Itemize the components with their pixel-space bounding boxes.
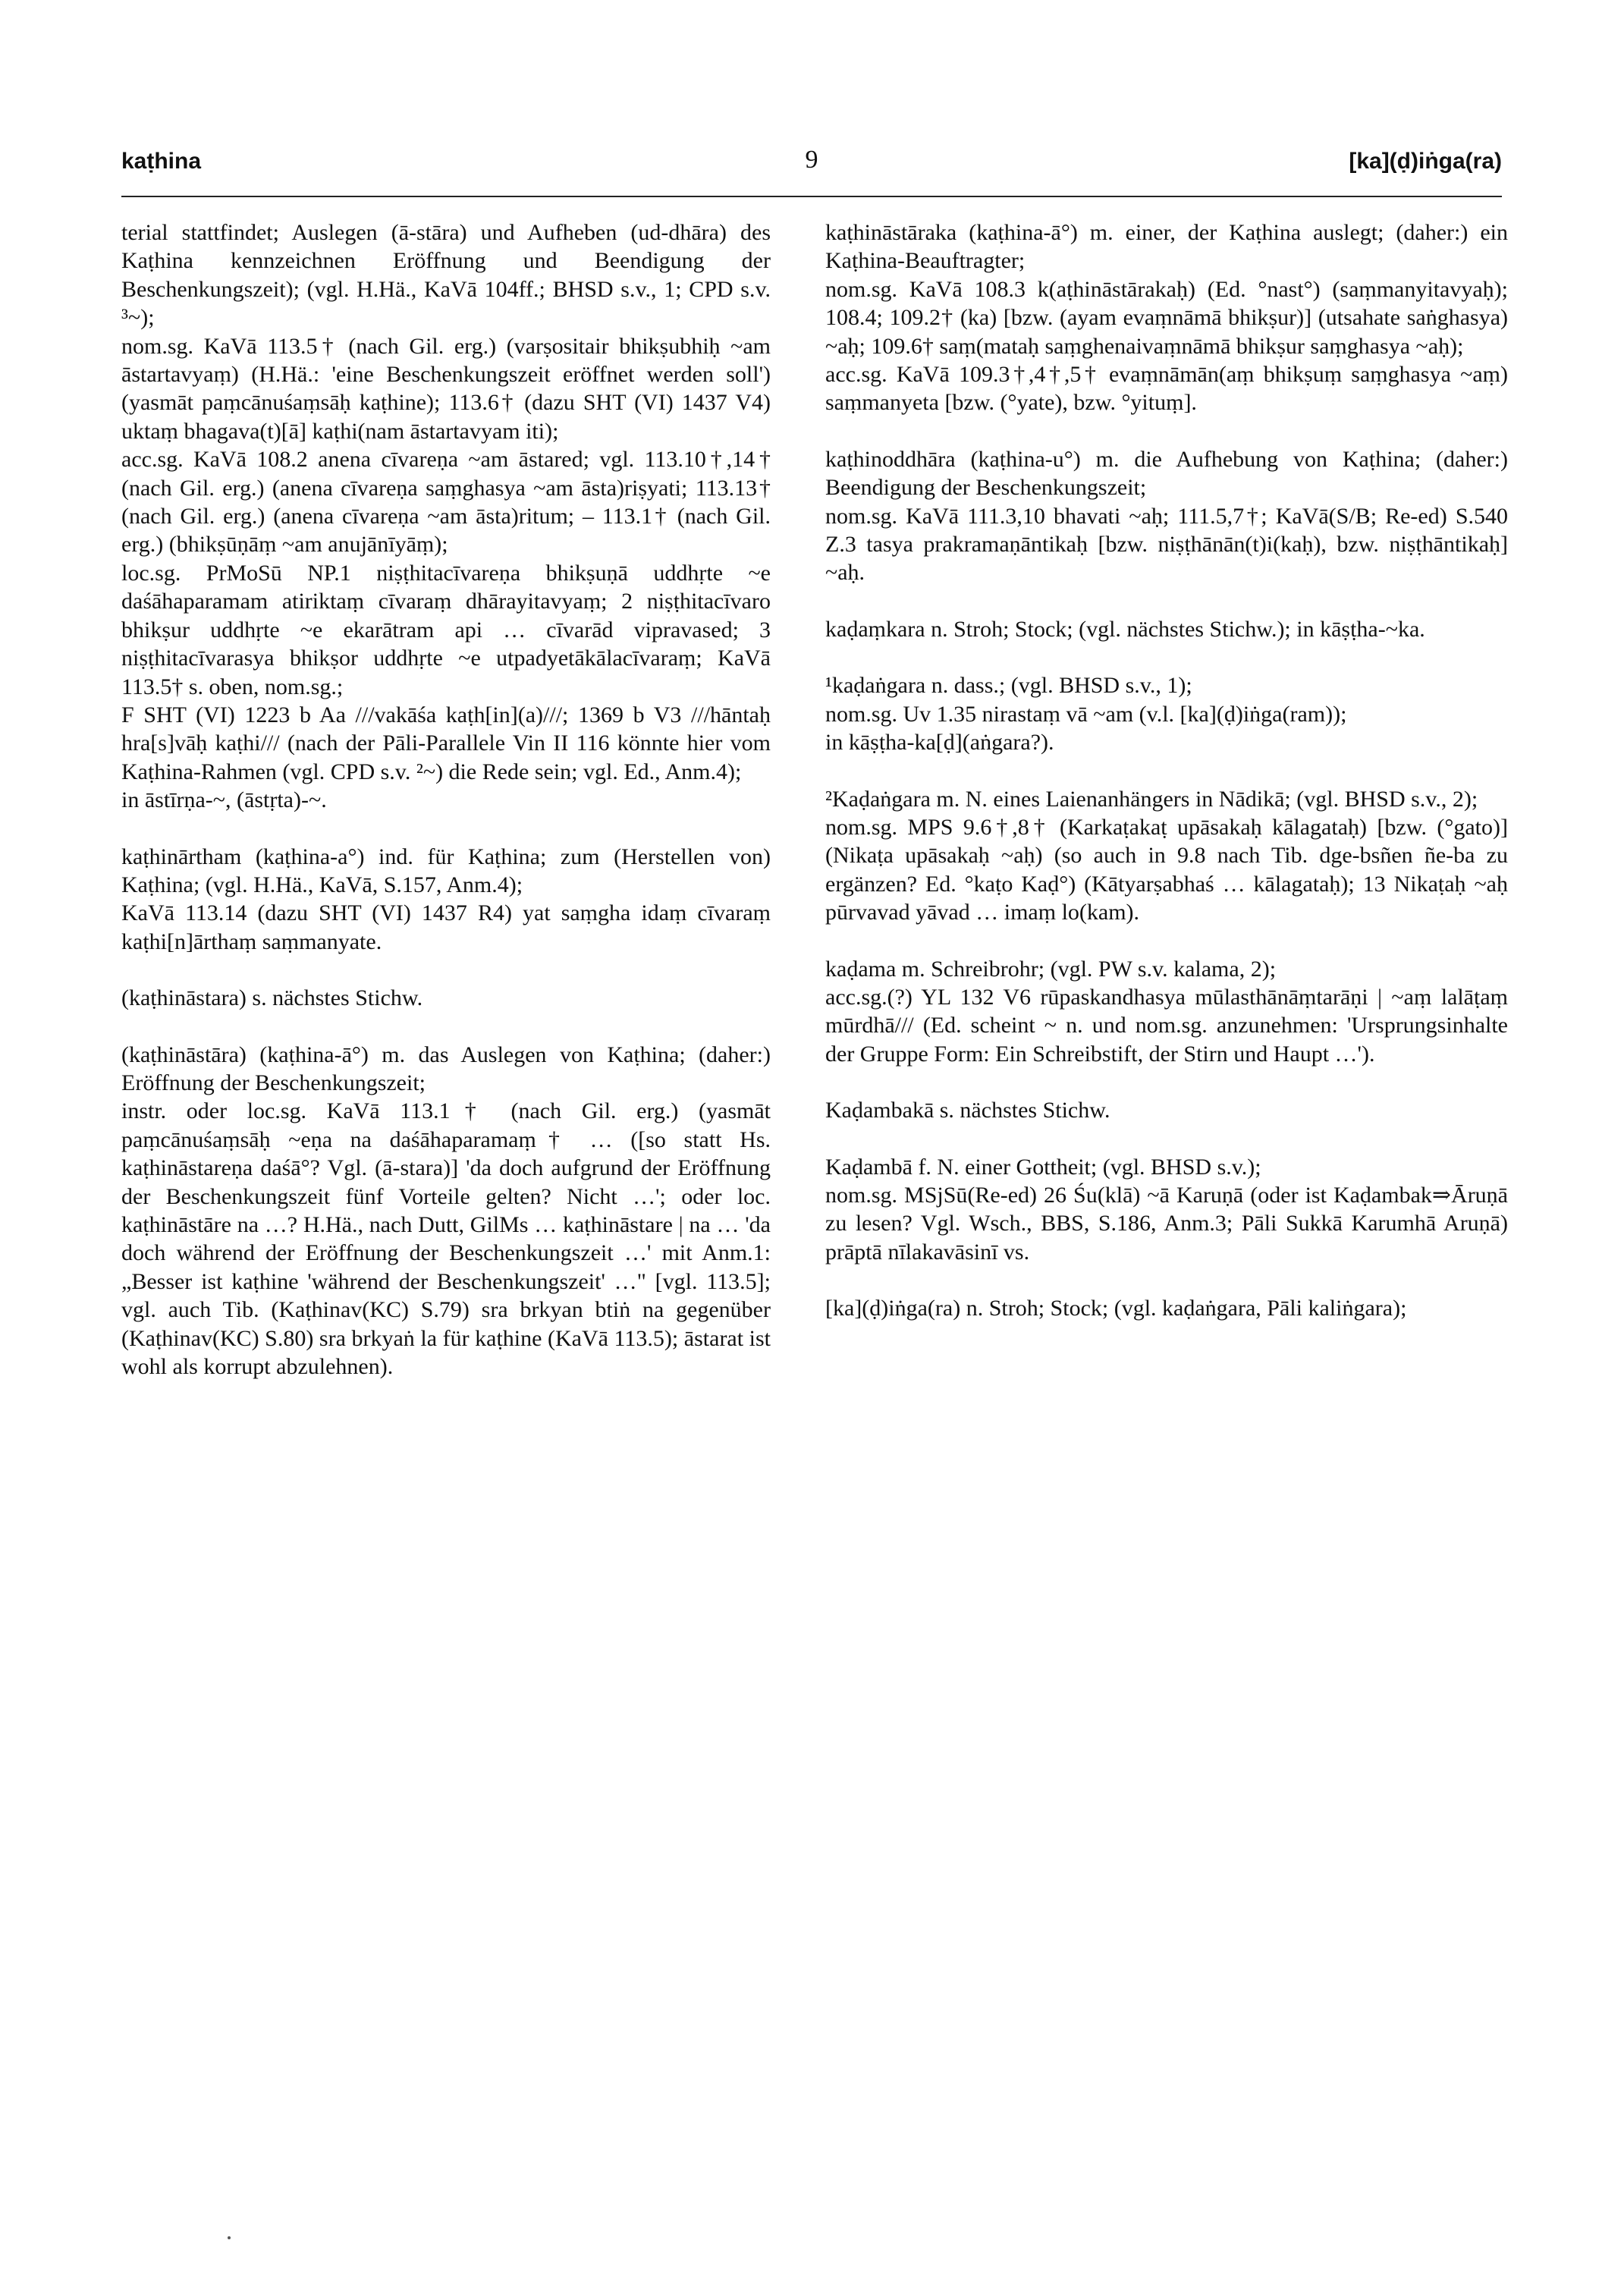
entry-kadingara: [ka](ḍ)iṅga(ra) n. Stroh; Stock; (vgl. kaḍaṅgara, Pāli kaliṅgara); <box>825 1296 1407 1321</box>
entry-kadama-acc: acc.sg.(?) YL 132 V6 rūpaskandhasya mūlasthānāṃtarāṇi | ~aṃ lalāṭaṃ mūrdhā/// (Ed. scheint ~ n. und nom.sg. anzunehmen: 'Ursprungsinhalte der Gruppe Form: Ein Schreibstift, der Stirn und Haupt …'). <box>825 984 1508 1067</box>
entry-kadamba: Kaḍambā f. N. einer Gottheit; (vgl. BHSD s.v.); <box>825 1154 1261 1180</box>
entry-kadama: kaḍama m. Schreibrohr; (vgl. PW s.v. kalama, 2); <box>825 956 1277 982</box>
entry-kadangara-1-in: in kāṣṭha-ka[ḍ](aṅgara?). <box>825 730 1054 756</box>
entry-kadangara-1: ¹kaḍaṅgara n. dass.; (vgl. BHSD s.v., 1); <box>825 673 1192 699</box>
entry-sense-loc-sg: loc.sg. PrMoSū NP.1 niṣṭhitacīvareṇa bhikṣuṇā uddhṛte ~e daśāhaparamam atiriktaṃ cīvaraṃ dhārayitavyaṃ; 2 niṣṭhitacīvaro bhikṣur uddhṛte ~e ekarātram api … cīvarād vipravased; 3 niṣṭhitacīvarasya bhikṣor uddhṛte ~e utpadyetākālacīvaraṃ; KaVā 113.5† s. oben, nom.sg.; <box>121 560 771 699</box>
entry-kadangara-2: ²Kaḍaṅgara m. N. eines Laienanhängers in Nādikā; (vgl. BHSD s.v., 2); <box>825 786 1478 812</box>
entry-kathinastara-instr: instr. oder loc.sg. KaVā 113.1† (nach Gil. erg.) (yasmāt paṃcānuśaṃsāḥ ~eṇa na daśāhaparamaṃ† … ([so statt Hs. kaṭhināstareṇa daśā°? Vgl. (ā-stara)] 'da doch aufgrund der Eröffnung der Beschenkungszeit fünf Vorteile gelten? Nicht …'; oder loc. kaṭhināstāre na …? H.Hä., nach Dutt, GilMs … kaṭhināstare | na … 'da doch während der Eröffnung der Beschenkungszeit …' mit Anm.1: „Besser ist kaṭhine 'während der Beschenkungszeit' …" [vgl. 113.5]; vgl. auch Tib. (Kaṭhinav(KC) S.79) sra brkyan btiṅ na gegenüber (Kaṭhinav(KC) S.80) sra brkyaṅ la für kaṭhine (KaVā 113.5); āstarat ist wohl als korrupt abzulehnen). <box>121 1098 771 1380</box>
entry-kadamkara: kaḍaṃkara n. Stroh; Stock; (vgl. nächstes Stichw.); in kāṣṭha-~ka. <box>825 616 1425 642</box>
page-header <box>121 146 1502 202</box>
entry-kadangara-1-nom: nom.sg. Uv 1.35 nirastaṃ vā ~am (v.l. [ka](ḍ)iṅga(ram)); <box>825 701 1347 727</box>
scan-speck <box>228 2236 231 2239</box>
entry-kathinastara-long: (kaṭhināstāra) (kaṭhina-ā°) m. das Auslegen von Kaṭhina; (daher:) Eröffnung der Beschenkungszeit; <box>121 1042 771 1095</box>
entry-kathinastara: (kaṭhināstara) s. nächstes Stichw. <box>121 985 423 1011</box>
entry-kathinastaraka: kaṭhināstāraka (kaṭhina-ā°) m. einer, der Kaṭhina auslegt; (daher:) ein Kaṭhina-Beauftragter; <box>825 220 1508 274</box>
entry-kadambaka: Kaḍambakā s. nächstes Stichw. <box>825 1098 1110 1123</box>
entry-kathinastaraka-nom: nom.sg. KaVā 108.3 k(aṭhināstārakaḥ) (Ed. °nast°) (saṃmanyitavyaḥ); 108.4; 109.2† (ka) [bzw. (ayam evaṃnāmā bhikṣur)] (utsahate saṅghasya) ~aḥ; 109.6† saṃ(mataḥ saṃghenaivaṃnāmā bhikṣur saṃghasya ~aḥ); <box>825 276 1508 359</box>
right-column <box>825 218 1508 1323</box>
left-column <box>121 218 771 1381</box>
running-head-left: kaṭhina <box>121 149 202 174</box>
entry-kathinastaraka-acc: acc.sg. KaVā 109.3†,4†,5† evaṃnāmān(aṃ bhikṣuṃ saṃghasya ~aṃ) saṃmanyeta [bzw. (°yate), bzw. °yituṃ]. <box>825 362 1508 416</box>
header-rule <box>121 196 1502 197</box>
page-number: 9 <box>805 146 818 174</box>
running-head-right: [ka](ḍ)iṅga(ra) <box>1349 149 1502 174</box>
entry-kathinoddhara-nom: nom.sg. KaVā 111.3,10 bhavati ~aḥ; 111.5,7†; KaVā(S/B; Re-ed) S.540 Z.3 tasya prakramaṇāntikaḥ [bzw. niṣṭhānān(t)i(kaḥ), bzw. niṣṭhāntikaḥ] ~aḥ. <box>825 503 1508 586</box>
entry-kathinartham: kaṭhinārtham (kaṭhina-a°) ind. für Kaṭhina; zum (Herstellen von) Kaṭhina; (vgl. H.Hä., KaVā, S.157, Anm.4); <box>121 844 771 897</box>
entry-sense-fragments: F SHT (VI) 1223 b Aa ///vakāśa kaṭh[in](a)///; 1369 b V3 ///hāntaḥ hra[s]vāḥ kaṭhi/// (nach der Pāli-Parallele Vin II 116 könnte hier vom Kaṭhina-Rahmen (vgl. CPD s.v. ²~) die Rede sein; vgl. Ed., Anm.4); <box>121 702 771 784</box>
entry-kadangara-2-nom: nom.sg. MPS 9.6†,8† (Karkaṭakaṭ upāsakaḥ kālagataḥ) [bzw. (°gato)] (Nikaṭa upāsakaḥ ~aḥ) (so auch in 9.8 nach Tib. dge-bsñen ñe-ba zu ergänzen? Ed. °kaṭo Kaḍ°) (Kātyarṣabhaś … kālagataḥ); 13 Nikaṭaḥ ~aḥ pūrvavad yāvad … imaṃ lo(kam). <box>825 814 1508 925</box>
entry-kathinartham-ref: KaVā 113.14 (dazu SHT (VI) 1437 R4) yat saṃgha idaṃ cīvaraṃ kaṭhi[n]ārthaṃ saṃmanyate. <box>121 900 771 954</box>
entry-sense-acc-sg: acc.sg. KaVā 108.2 anena cīvareṇa ~am āstared; vgl. 113.10†,14† (nach Gil. erg.) (anena cīvareṇa saṃghasya ~am āsta)riṣyati; 113.13† (nach Gil. erg.) (anena cīvareṇa ~am āsta)ritum; – 113.1† (nach Gil. erg.) (bhikṣūṇāṃ ~am anujānīyāṃ); <box>121 447 771 558</box>
entry-compounds: in āstīrṇa-~, (āstṛta)-~. <box>121 787 327 813</box>
entry-continuation: terial stattfindet; Auslegen (ā-stāra) und Aufheben (ud-dhāra) des Kaṭhina kennzeichnen Eröffnung und Beendigung der Beschenkungszeit); (vgl. H.Hä., KaVā 104ff.; BHSD s.v., 1; CPD s.v. ³~); <box>121 220 771 331</box>
entry-kadamba-nom: nom.sg. MSjSū(Re-ed) 26 Śu(klā) ~ā Karuṇā (oder ist Kaḍambak⇒Āruṇā zu lesen? Vgl. Wsch., BBS, S.186, Anm.3; Pāli Sukkā Karumhā Aruṇā) prāptā nīlakavāsinī vs. <box>825 1182 1508 1265</box>
entry-kathinoddhara: kaṭhinoddhāra (kaṭhina-u°) m. die Aufhebung von Kaṭhina; (daher:) Beendigung der Beschenkungszeit; <box>825 446 1508 501</box>
entry-sense-nom-sg: nom.sg. KaVā 113.5† (nach Gil. erg.) (varṣositair bhikṣubhiḥ ~am āstartavyaṃ) (H.Hä.: 'eine Beschenkungszeit eröffnet werden soll') (yasmāt paṃcānuśaṃsāḥ kaṭhine); 113.6† (dazu SHT (VI) 1437 V4) uktaṃ bhagava(t)[ā] kaṭhi(nam āstartavyam iti); <box>121 333 771 444</box>
